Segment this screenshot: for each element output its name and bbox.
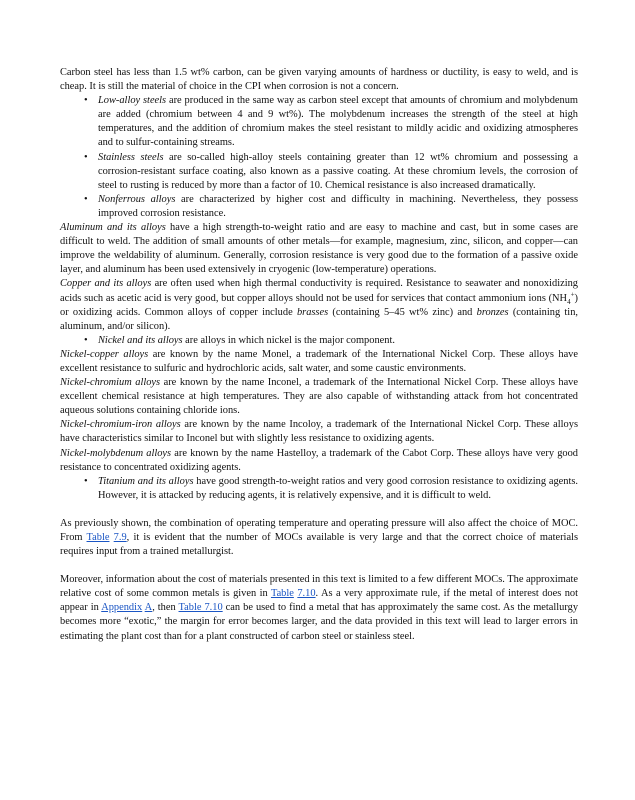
term-stainless: Stainless steels xyxy=(98,151,164,163)
term-copper: Copper and its alloys xyxy=(60,278,152,290)
appendix-link[interactable]: Appendix xyxy=(101,602,143,614)
bullet-icon: • xyxy=(84,151,88,163)
term-nonferrous: Nonferrous alloys xyxy=(98,193,176,205)
table-7-9-number-link[interactable]: 7.9 xyxy=(113,532,127,543)
paragraph-gap xyxy=(60,503,578,517)
subsection-aluminum: Aluminum and its alloys have a high strength-to-weight ratio and are easy to machine and cast, but in some cases are difficult to weld. The addition of small amounts of other metals—for example, magnesium, zinc, silicon, and copper—can improve the weldability of aluminum. Generally, corrosion resistance is very good due to the formation of a passive oxide layer, and aluminum has been used extensively in cryogenic (low-temperature) operations. xyxy=(60,222,578,276)
appendix-a-link[interactable]: A xyxy=(144,602,153,614)
paragraph-cost: Moreover, information about the cost of materials presented in this text is limited to a few different MOCs. The approximate relative cost of some common metals is given in Table 7.10. As a very approximate rule, if the metal of interest does not appear in Appendix A, then Table 7.10 can be used to find a metal that has approximately the same cost. As the metallurgy becomes more “exotic,” the margin for error becomes larger, and the data provided in this text will lead to larger errors in estimating the plant cost than for a plant constructed of carbon steel or stainless steel. xyxy=(60,574,579,642)
term-titanium: Titanium and its alloys xyxy=(98,475,194,487)
term-aluminum: Aluminum and its alloys xyxy=(60,222,166,234)
paragraph-moc-choice: As previously shown, the combination of operating temperature and operating pressure will also affect the choice of MOC. From Table 7.9, it is evident that the number of MOCs available is very large and that the correct choice of materials requires input from a trained metallurgist. xyxy=(60,517,578,558)
subsection-nickel-chromium: Nickel-chromium alloys are known by the name Inconel, a trademark of the International Nickel Corp. These alloys have excellent chemical resistance at high temperatures. They are also capable of withstanding attack from hot concentrated aqueous solutions containing chloride ions. xyxy=(60,377,578,417)
bullet-icon: • xyxy=(84,334,88,346)
table-7-10-number-link[interactable]: 7.10 xyxy=(297,588,316,600)
bullet-icon: • xyxy=(84,95,88,107)
term-nickel: Nickel and its alloys xyxy=(98,334,183,346)
bullet-icon: • xyxy=(84,193,88,205)
list-item-low-alloy xyxy=(84,94,578,150)
list-item-nonferrous xyxy=(84,193,578,221)
bullet-icon: • xyxy=(84,475,88,487)
text-low-alloy: are produced in the same way as carbon steel except that amounts of chromium and molybdenum are added (chromium between 4 and 9 wt%). The molybdenum increases the strength of the steel at high temperatures, and the addition of chromium makes the steel resistant to mildly acidic and oxidizing atmospheres and to sulfur-containing streams. xyxy=(98,95,578,149)
document-page xyxy=(60,66,578,644)
subsection-copper: Copper and its alloys are often used when high thermal conductivity is required. Resistance to seawater and nonoxidizing acids such as acetic acid is very good, but copper alloys should not be used for services that contact ammonium ions $(NH_4^+)$ or oxidizing acids. Common alloys of copper include brasses (containing 5–45 wt% zinc) and bronzes (containing tin, aluminum, and/or silicon). xyxy=(60,278,578,332)
table-7-9-link[interactable]: Table xyxy=(86,532,110,543)
term-low-alloy: Low-alloy steels xyxy=(98,95,167,107)
list-item-nickel: • Nickel and its alloys are alloys in which nickel is the major component. xyxy=(84,334,578,348)
subsection-nickel-chromium-iron: Nickel-chromium-iron alloys are known by the name Incoloy, a trademark of the International Nickel Corp. These alloys have characteristics similar to Inconel but with slightly less resistance to oxidizing agents. xyxy=(60,419,578,445)
paragraph-gap xyxy=(60,559,578,573)
text-stainless: are so-called high-alloy steels containing greater than 12 wt% chromium and possessing a corrosion-resistant surface coating, also known as a passive coating. At these chromium levels, the corrosion of steel to rusting is reduced by more than a factor of 10. Chemical resistance is also increased dramatically. xyxy=(98,151,578,191)
list-item-stainless xyxy=(84,151,578,193)
subsection-nickel-copper: Nickel-copper alloys are known by the name Monel, a trademark of the International Nickel Corp. These alloys have excellent resistance to sulfuric and hydrochloric acids, salt water, and some caustic environments. xyxy=(60,348,578,374)
table-7-10-link-2[interactable]: Table 7.10 xyxy=(178,602,223,614)
subsection-nickel-molybdenum: Nickel-molybdenum alloys are known by the name Hastelloy, a trademark of the Cabot Corp. These alloys have very good resistance to concentrated oxidizing agents. xyxy=(60,447,578,473)
intro-paragraph: Carbon steel has less than 1.5 wt% carbon, can be given varying amounts of hardness or ductility, is easy to weld, and is cheap. It is still the material of choice in the CPI when corrosion is not a concern. xyxy=(60,67,578,93)
text-nonferrous: are characterized by higher cost and difficulty in machining. Nevertheless, they possess improved corrosion resistance. xyxy=(98,193,578,219)
table-7-10-link[interactable]: Table xyxy=(270,588,294,600)
list-item-titanium: • Titanium and its alloys have good strength-to-weight ratios and very good corrosion resistance to oxidizing agents. However, it is attacked by reducing agents, it is relatively expensive, and it is difficult to weld. xyxy=(84,475,578,503)
